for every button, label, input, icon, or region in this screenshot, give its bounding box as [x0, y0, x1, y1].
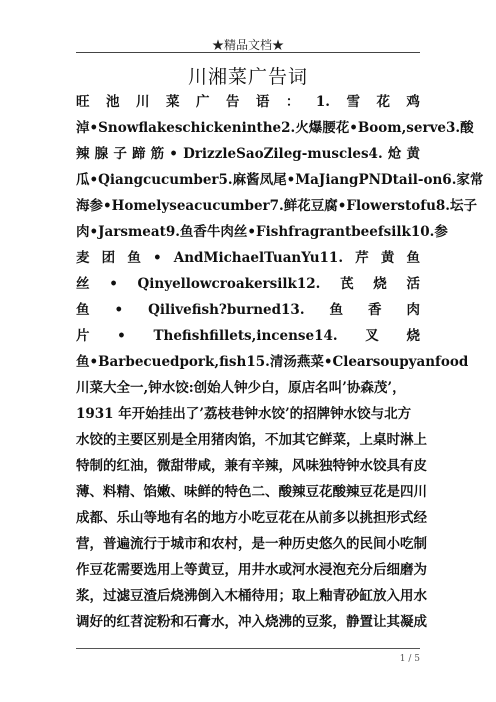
- text-segment: 鱼•Barbecuedpork,fish15.清汤燕菜•Clearsoupyanfood: [76, 354, 469, 370]
- text-segment: AndMichaelTuanYu11.: [173, 250, 344, 266]
- text-segment: ：: [285, 94, 300, 110]
- text-segment: 鱼: [127, 250, 141, 266]
- text-segment: 团: [101, 250, 116, 266]
- text-segment: 川菜大全一,钟水饺:创始人钟少白，原店名叫’协森茂’，: [76, 380, 406, 396]
- text-segment: 麦: [76, 250, 90, 266]
- text-segment: 活: [406, 276, 420, 292]
- page-number: 1 / 5: [399, 654, 420, 664]
- text-line: [76, 375, 420, 401]
- text-segment: 丝: [76, 276, 90, 292]
- header-rule: [76, 52, 420, 53]
- text-segment: 薄、料精、馅嫩、味鲜的特色二、酸辣豆花酸辣豆花是四川: [76, 484, 427, 500]
- text-segment: 腺: [94, 146, 109, 162]
- text-segment: 成都、乐山等地有名的地方小吃豆花在从前多以挑担形式经: [76, 510, 427, 526]
- text-segment: 肉: [406, 302, 420, 318]
- text-segment: 1.: [315, 94, 330, 110]
- text-line: [76, 557, 427, 583]
- text-segment: 筋: [150, 146, 165, 162]
- text-line: [76, 193, 477, 219]
- text-segment: 辣: [76, 146, 90, 162]
- text-segment: 川: [135, 94, 150, 110]
- text-segment: •: [169, 146, 178, 162]
- text-line: [76, 115, 474, 141]
- text-segment: DrizzleSaoZileg-muscles4.: [183, 146, 383, 162]
- text-segment: 广: [195, 94, 210, 110]
- text-segment: 蹄: [131, 146, 146, 162]
- text-line: [76, 531, 427, 557]
- footer-rule: [76, 648, 420, 649]
- text-line: [76, 219, 448, 245]
- text-line: [76, 349, 469, 375]
- text-line: [76, 271, 420, 297]
- text-segment: 淖•Snowflakeschickeninthe2.火爆腰花•Boom,serve3.酸: [76, 120, 474, 136]
- text-line: [76, 505, 427, 531]
- text-segment: •: [152, 250, 162, 266]
- text-segment: Thefishfillets,incense14.: [153, 328, 338, 344]
- text-segment: •: [117, 328, 126, 344]
- text-segment: 水饺的主要区别是全用猪肉馅，不加其它鲜菜，上桌时淋上: [76, 432, 427, 448]
- text-line: [76, 453, 427, 479]
- text-segment: 芪: [340, 276, 354, 292]
- text-segment: 芹: [355, 250, 369, 266]
- text-segment: 烧: [373, 276, 387, 292]
- text-segment: 鸡: [406, 94, 420, 110]
- text-segment: 瓜•Qiangcucumber5.麻酱凤尾•MaJiangPNDtail-on6.家常: [76, 172, 484, 188]
- text-segment: 鱼: [76, 302, 90, 318]
- text-segment: 调好的红苕淀粉和石膏水，冲入烧沸的豆浆，静置让其凝成: [76, 614, 427, 630]
- text-segment: 片: [76, 328, 90, 344]
- text-line: [76, 323, 420, 349]
- text-segment: 旺: [76, 94, 90, 110]
- text-segment: 浆，过滤豆渣后烧沸倒入木桶待用；取上釉青砂缸放入用水: [76, 588, 427, 604]
- text-segment: 鱼: [406, 250, 420, 266]
- text-segment: 烧: [406, 328, 420, 344]
- text-line: [76, 89, 420, 115]
- text-segment: 雪: [346, 94, 360, 110]
- text-segment: 菜: [165, 94, 180, 110]
- text-segment: 告: [225, 94, 240, 110]
- text-segment: 营，普遍流行于城市和农村，是一种历史悠久的民间小吃制: [76, 536, 427, 552]
- text-segment: •: [114, 302, 124, 318]
- text-segment: 特制的红油，微甜带咸，兼有辛辣，风味独特钟水饺具有皮: [76, 458, 427, 474]
- text-segment: 叉: [365, 328, 379, 344]
- text-segment: 黄: [406, 146, 420, 162]
- text-segment: 1931 年开始挂出了’荔枝巷钟水饺’的招牌钟水饺与北方: [76, 406, 412, 422]
- text-segment: 黄: [380, 250, 395, 266]
- text-line: [76, 245, 420, 271]
- text-segment: 语: [255, 94, 270, 110]
- text-segment: 香: [368, 302, 382, 318]
- text-segment: 海参•Homelyseacucumber7.鲜花豆腐•Flowerstofu8.坛子: [76, 198, 477, 214]
- document-body: [76, 89, 484, 635]
- text-line: [76, 297, 420, 323]
- text-line: [76, 583, 427, 609]
- document-title: 川湘菜广告词: [187, 66, 308, 88]
- text-segment: •: [109, 276, 118, 292]
- text-segment: 花: [376, 94, 390, 110]
- text-segment: 池: [105, 94, 120, 110]
- document-header-label: ★精品文档★: [211, 38, 284, 52]
- text-segment: 子: [113, 146, 127, 162]
- text-segment: Qilivefish?burned13.: [148, 302, 305, 318]
- text-segment: 炝: [387, 146, 402, 162]
- text-line: [76, 401, 420, 427]
- text-line: [76, 427, 427, 453]
- text-segment: 作豆花需要选用上等黄豆，用井水或河水浸泡充分后细磨为: [76, 562, 427, 578]
- text-segment: 鱼: [329, 302, 344, 318]
- text-line: [76, 141, 420, 167]
- text-segment: 肉•Jarsmeat9.鱼香牛肉丝•Fishfragrantbeefsilk10.参: [76, 224, 448, 240]
- text-line: [76, 609, 427, 635]
- text-line: [76, 479, 427, 505]
- text-segment: Qinyellowcroakersilk12.: [137, 276, 321, 292]
- text-line: [76, 167, 484, 193]
